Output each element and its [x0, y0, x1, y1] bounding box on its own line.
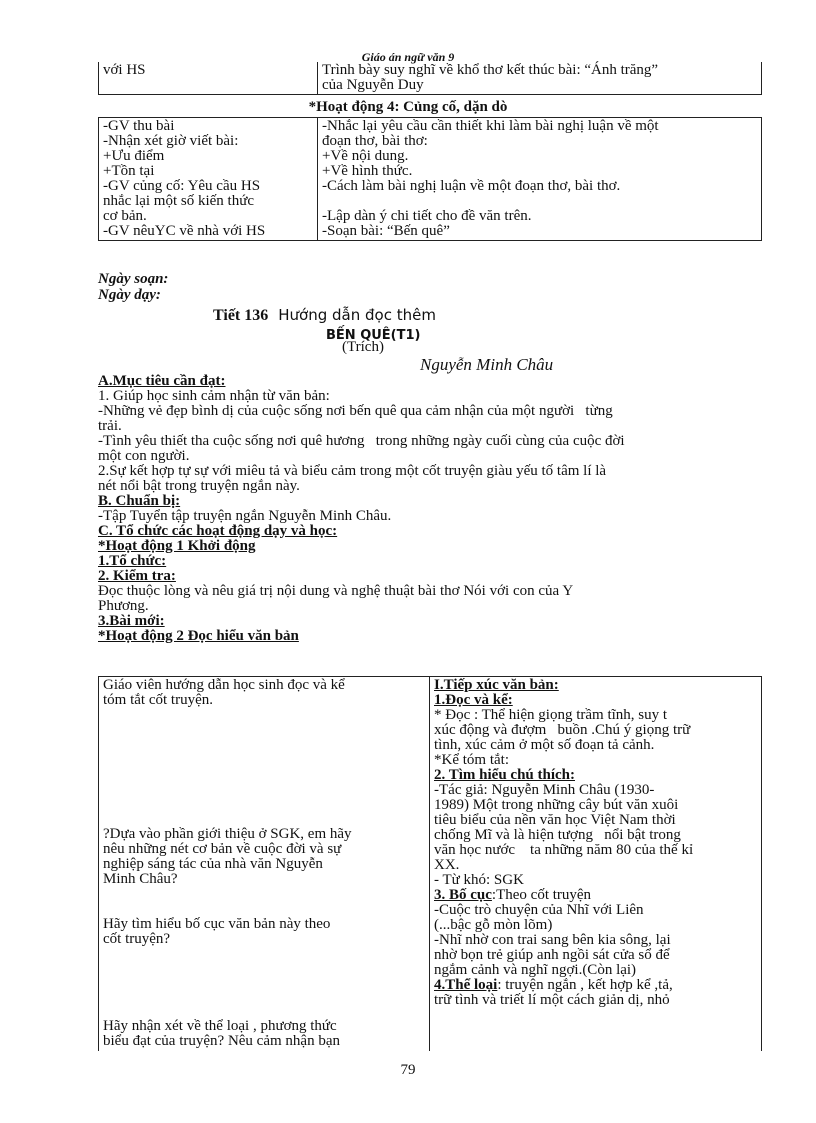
table2-right-line: -Cách làm bài nghị luận về một đoạn thơ, bài thơ. — [322, 178, 621, 194]
page-number: 79 — [400, 1062, 416, 1078]
organization-heading: C. Tổ chức các hoạt động dạy và học: — [98, 523, 338, 539]
table3-left-line: Hãy tìm hiểu bố cục văn bản này theo — [103, 916, 331, 932]
objectives-section — [98, 374, 762, 644]
table2-right-line: +Về hình thức. — [322, 163, 413, 179]
preparation-heading: B. Chuẩn bị: — [98, 493, 181, 509]
table2-right-line: đoạn thơ, bài thơ: — [322, 133, 428, 149]
table3-left-line: Hãy nhận xét về thể loại , phương thức — [103, 1018, 337, 1034]
table3-left-block-structure — [103, 917, 330, 947]
table3-genre-line — [434, 978, 757, 993]
table3-left-line: ?Dựa vào phần giới thiệu ở SGK, em hãy — [103, 826, 352, 842]
table3-left-block-author — [103, 827, 352, 887]
table3-left-line: biểu đạt của truyện? Nêu cảm nhận bạn — [103, 1033, 340, 1049]
table3-heading-genre: 4.Thể loại — [434, 977, 498, 993]
objective-line: -Tình yêu thiết tha cuộc sống nơi quê hương trong những ngày cuối cùng của cuộc đời — [98, 433, 625, 449]
table2-left-line: cơ bản. — [103, 208, 147, 224]
table3-left-line: Minh Châu? — [103, 871, 178, 887]
table2-right-line: -Nhắc lại yêu cầu cần thiết khi làm bài nghị luận về một — [322, 118, 659, 134]
lesson-title: BẾN QUÊ(T1) — [326, 328, 421, 343]
table-activity3-end — [98, 62, 762, 95]
table3-right-line: 1989) Một trong những cây bút văn xuôi — [434, 797, 679, 813]
step1-heading: 1.Tổ chức: — [98, 553, 167, 569]
table3-left-line: nghiệp sáng tác của nhà văn Nguyễn — [103, 856, 323, 872]
table3-right-line: *Kể tóm tắt: — [434, 752, 509, 768]
activity1-heading: *Hoạt động 1 Khởi động — [98, 538, 256, 554]
table2-left-line: -Nhận xét giờ viết bài: — [103, 133, 239, 149]
table1-right-line: Trình bày suy nghĩ về khổ thơ kết thúc bài: “Ánh trăng” — [322, 62, 659, 78]
table-activity4 — [98, 117, 762, 241]
objective-line: 1. Giúp học sinh cảm nhận từ văn bản: — [98, 388, 330, 404]
table3-left-cell — [99, 677, 430, 1052]
table3-heading-notes: 2. Tìm hiểu chú thích: — [434, 767, 575, 783]
table1-right-line: của Nguyễn Duy — [322, 77, 424, 93]
table2-right-cell — [318, 118, 762, 241]
table3-right-line: trữ tình và triết lí một cách giản dị, nhỏ — [434, 992, 670, 1008]
lesson-author: Nguyễn Minh Châu — [420, 355, 554, 374]
table3-right-line: nhờ bọn trẻ giúp anh ngồi sát cửa sổ để — [434, 947, 670, 963]
objective-line: nét nổi bật trong truyện ngắn này. — [98, 478, 300, 494]
table3-left-line: nêu những nét cơ bản về cuộc đời và sự — [103, 841, 342, 857]
table1-left-line: với HS — [103, 62, 146, 78]
objective-line: một con người. — [98, 448, 190, 464]
objective-line: 2.Sự kết hợp tự sự với miêu tả và biểu cảm trong một cốt truyện giàu yếu tố tâm lí là — [98, 463, 607, 479]
table1-left-cell — [99, 62, 318, 95]
table3-left-block-read — [103, 678, 425, 708]
check-line: Phương. — [98, 598, 149, 614]
table2-left-line: -GV nêuYC về nhà với HS — [103, 223, 266, 239]
step3-heading: 3.Bài mới: — [98, 613, 165, 629]
table2-left-line: -GV củng cố: Yêu cầu HS — [103, 178, 261, 194]
table2-right-line: +Về nội dung. — [322, 148, 409, 164]
table3-right-line: * Đọc : Thể hiện giọng trầm tĩnh, suy t — [434, 707, 668, 723]
preparation-line: -Tập Tuyển tập truyện ngắn Nguyễn Minh Châu. — [98, 508, 392, 524]
table3-right-cell — [430, 677, 762, 1052]
table3-left-block-genre — [103, 1019, 340, 1049]
activity2-heading: *Hoạt động 2 Đọc hiểu văn bản — [98, 628, 299, 644]
table3-left-line: cốt truyện? — [103, 931, 171, 947]
table2-right-line: -Lập dàn ý chi tiết cho đề văn trên. — [322, 208, 532, 224]
table3-right-line: chống Mĩ và là hiện tượng nổi bật trong — [434, 827, 681, 843]
table3-heading-structure: 3. Bố cục — [434, 887, 492, 903]
lesson-number: Tiết 136 — [213, 307, 269, 324]
table3-left-line: tóm tắt cốt truyện. — [103, 692, 213, 708]
table1-right-cell — [318, 62, 762, 95]
table3-right-line: -Cuộc trò chuyện của Nhĩ với Liên — [434, 902, 644, 918]
table2-left-line: +Tồn tại — [103, 163, 155, 179]
lesson-line — [213, 306, 436, 325]
activity4-title: *Hoạt động 4: Củng cố, dặn dò — [308, 99, 508, 115]
table3-heading-read: 1.Đọc và kể: — [434, 692, 513, 708]
table2-left-line: +Ưu điểm — [103, 148, 165, 164]
date-taught: Ngày dạy: — [98, 287, 161, 303]
lesson-excerpt: (Trích) — [342, 339, 384, 355]
table2-right-line: -Soạn bài: “Bến quê” — [322, 223, 450, 239]
step2-heading: 2. Kiểm tra: — [98, 568, 176, 584]
table3-right-line: - Từ khó: SGK — [434, 872, 524, 888]
objectives-heading: A.Mục tiêu cần đạt: — [98, 373, 226, 389]
table2-right-spacer — [322, 194, 757, 209]
table3-right-line: -Tác giả: Nguyễn Minh Châu (1930- — [434, 782, 655, 798]
page-header: Giáo án ngữ văn 9 — [361, 50, 455, 64]
table3-right-line: tiêu biểu của nền văn học Việt Nam thời — [434, 812, 676, 828]
table3-genre-rest: : truyện ngắn , kết hợp kể ,tả, — [497, 977, 673, 993]
table-activity2 — [98, 676, 762, 1051]
table3-right-line: tình, xúc cảm ở một số đoạn tả cảnh. — [434, 737, 655, 753]
table2-left-cell — [99, 118, 318, 241]
table3-left-line: Giáo viên hướng dẫn học sinh đọc và kể — [103, 677, 345, 693]
table3-right-line: ngắm cảnh và nghĩ ngợi.(Còn lại) — [434, 962, 637, 978]
table2-left-line: -GV thu bài — [103, 118, 175, 134]
table3-right-line: -Nhĩ nhờ con trai sang bên kia sông, lại — [434, 932, 671, 948]
table3-right-line: xúc động và đượm buồn .Chú ý giọng trữ — [434, 722, 691, 738]
lesson-subtitle: Hướng dẫn đọc thêm — [278, 306, 436, 324]
date-prepared: Ngày soạn: — [98, 271, 169, 287]
table3-structure-line — [434, 888, 757, 903]
check-line: Đọc thuộc lòng và nêu giá trị nội dung và nghệ thuật bài thơ Nói với con của Y — [98, 583, 574, 599]
table3-right-line: (...bậc gỗ mòn lõm) — [434, 917, 553, 933]
table3-structure-rest: :Theo cốt truyện — [491, 887, 592, 903]
table3-right-line: văn học nước ta những năm 80 của thế kỉ — [434, 842, 694, 858]
objective-line: -Những vẻ đẹp bình dị của cuộc sống nơi bến quê qua cảm nhận của một người từng — [98, 403, 613, 419]
table2-left-line: nhắc lại một số kiến thức — [103, 193, 255, 209]
table3-heading-contact: I.Tiếp xúc văn bản: — [434, 677, 559, 693]
objective-line: trải. — [98, 418, 122, 434]
table3-right-line: XX. — [434, 857, 460, 873]
